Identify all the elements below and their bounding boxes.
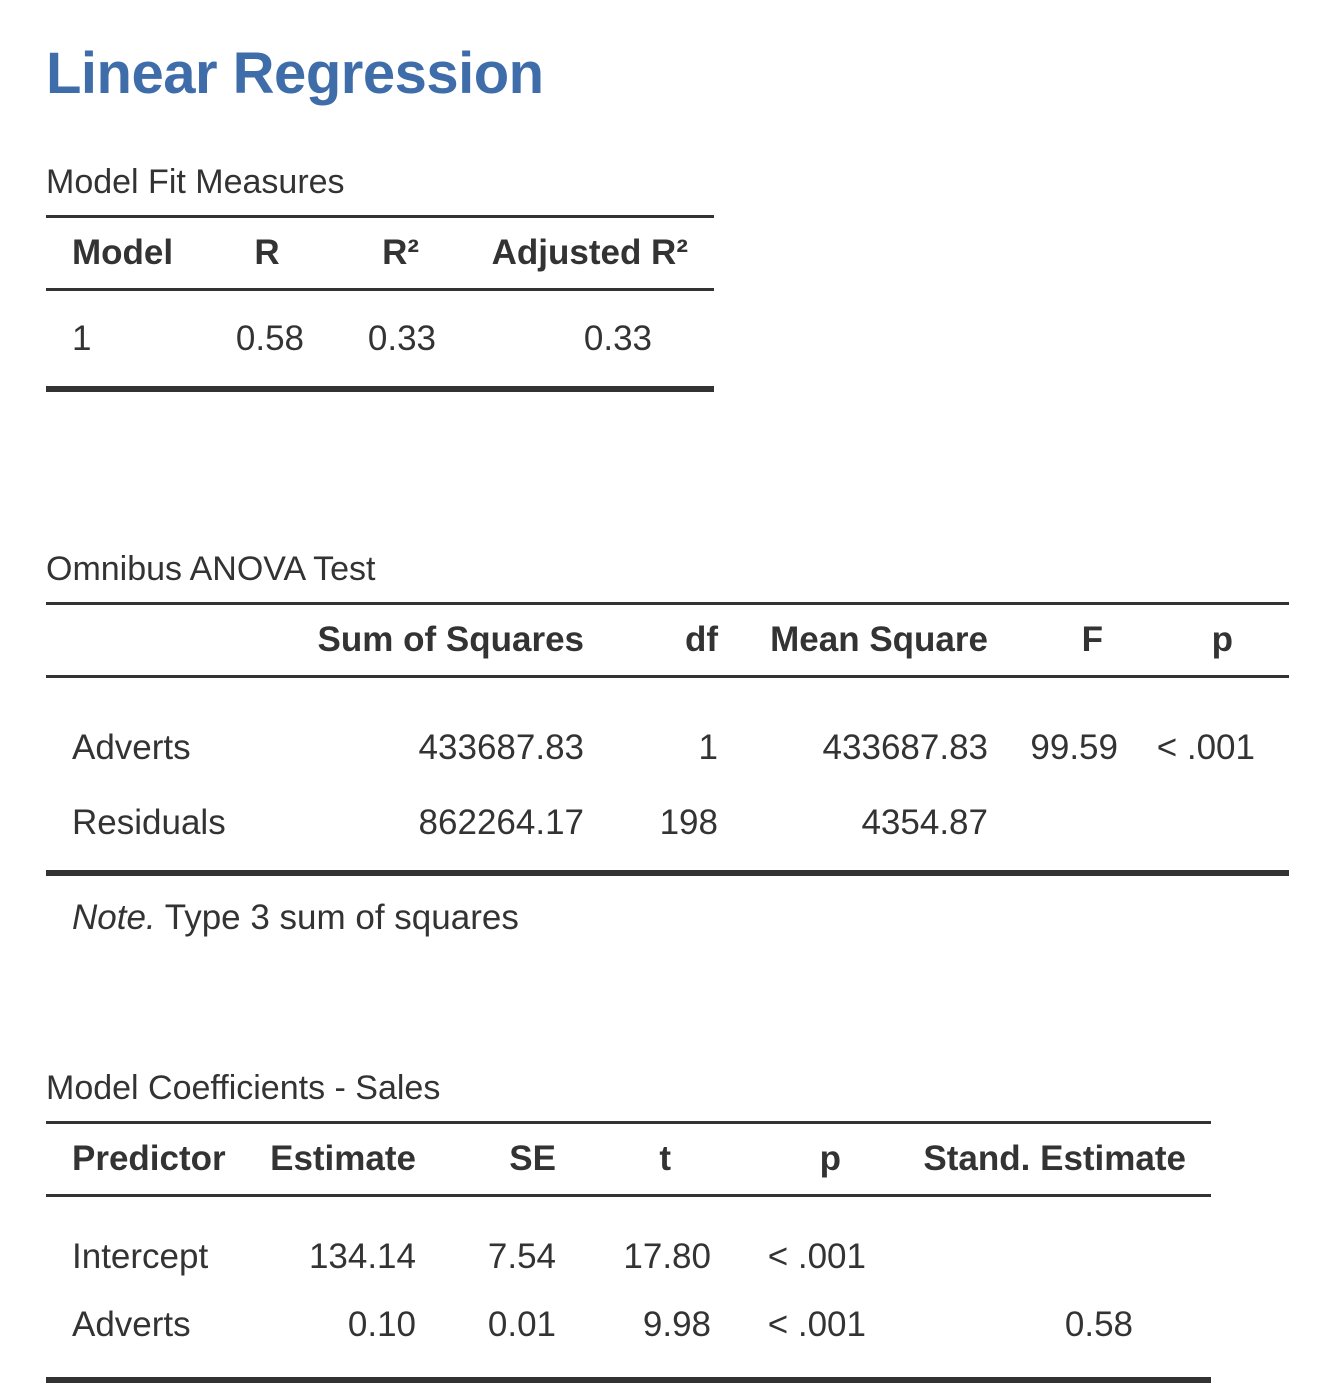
table-note <box>46 898 1289 938</box>
model-fit-title: Model Fit Measures <box>46 163 345 201</box>
table-header-row <box>46 217 714 290</box>
table-bottom-rule <box>46 1377 1211 1380</box>
cell-t: 9.98 <box>642 1305 711 1344</box>
cell-term: Residuals <box>72 803 226 842</box>
cell-predictor: Adverts <box>72 1305 191 1344</box>
cell-mean-square: 4354.87 <box>861 803 988 842</box>
model-fit-section <box>46 159 714 392</box>
col-header-predictor: Predictor <box>46 1123 256 1196</box>
col-header-model: Model <box>46 217 204 290</box>
table-row <box>46 1196 1211 1298</box>
cell-sum-of-squares: 862264.17 <box>418 803 584 842</box>
cell-stand-estimate <box>866 1196 1211 1298</box>
cell-t: 17.80 <box>623 1237 711 1276</box>
coefficients-section <box>46 1065 1211 1383</box>
cell-mean-square: 433687.83 <box>822 728 988 767</box>
col-header-mean-square: Mean Square <box>718 604 988 677</box>
col-header-f: F <box>988 604 1148 677</box>
table-row <box>46 290 714 387</box>
cell-adjusted-r2: 0.33 <box>583 318 652 358</box>
table-row <box>46 798 1289 870</box>
cell-p: < .001 <box>1156 728 1255 767</box>
col-header-adjusted-r2: Adjusted R² <box>464 217 714 290</box>
anova-title: Omnibus ANOVA Test <box>46 550 376 588</box>
coefficients-table <box>46 1121 1211 1383</box>
cell-stand-estimate: 0.58 <box>1064 1305 1133 1344</box>
cell-df: 1 <box>698 728 718 767</box>
page-title: Linear Regression <box>46 41 544 106</box>
table-bottom-rule <box>46 870 1289 873</box>
note-label: Note. <box>72 898 156 937</box>
cell-p: < .001 <box>767 1305 866 1344</box>
cell-se: 0.01 <box>487 1305 556 1344</box>
col-header-df: df <box>584 604 718 677</box>
cell-p: < .001 <box>767 1237 866 1276</box>
cell-estimate: 134.14 <box>308 1237 416 1276</box>
col-header-estimate: Estimate <box>256 1123 416 1196</box>
cell-f <box>988 798 1148 870</box>
cell-predictor: Intercept <box>72 1237 209 1276</box>
anova-section <box>46 546 1289 938</box>
col-header-term <box>46 604 264 677</box>
cell-term: Adverts <box>72 728 191 767</box>
anova-table <box>46 602 1289 876</box>
col-header-t: t <box>556 1123 711 1196</box>
cell-p <box>1148 798 1289 870</box>
col-header-p: p <box>1148 604 1289 677</box>
cell-estimate: 0.10 <box>347 1305 416 1344</box>
cell-f: 99.59 <box>1030 728 1118 767</box>
note-text: Type 3 sum of squares <box>164 898 519 937</box>
col-header-stand-estimate: Stand. Estimate <box>866 1123 1211 1196</box>
table-bottom-rule <box>46 386 714 389</box>
model-fit-table <box>46 215 714 392</box>
table-header-row <box>46 1123 1211 1196</box>
col-header-sum-of-squares: Sum of Squares <box>264 604 584 677</box>
cell-df: 198 <box>659 803 718 842</box>
cell-r: 0.58 <box>235 318 304 358</box>
table-row <box>46 677 1289 799</box>
cell-model: 1 <box>72 318 92 358</box>
coefficients-title: Model Coefficients - Sales <box>46 1069 441 1107</box>
cell-r2: 0.33 <box>367 318 436 358</box>
table-row <box>46 1297 1211 1377</box>
table-header-row <box>46 604 1289 677</box>
cell-se: 7.54 <box>487 1237 556 1276</box>
col-header-r: R <box>204 217 304 290</box>
cell-sum-of-squares: 433687.83 <box>418 728 584 767</box>
col-header-p: p <box>711 1123 866 1196</box>
col-header-se: SE <box>416 1123 556 1196</box>
col-header-r2: R² <box>304 217 464 290</box>
